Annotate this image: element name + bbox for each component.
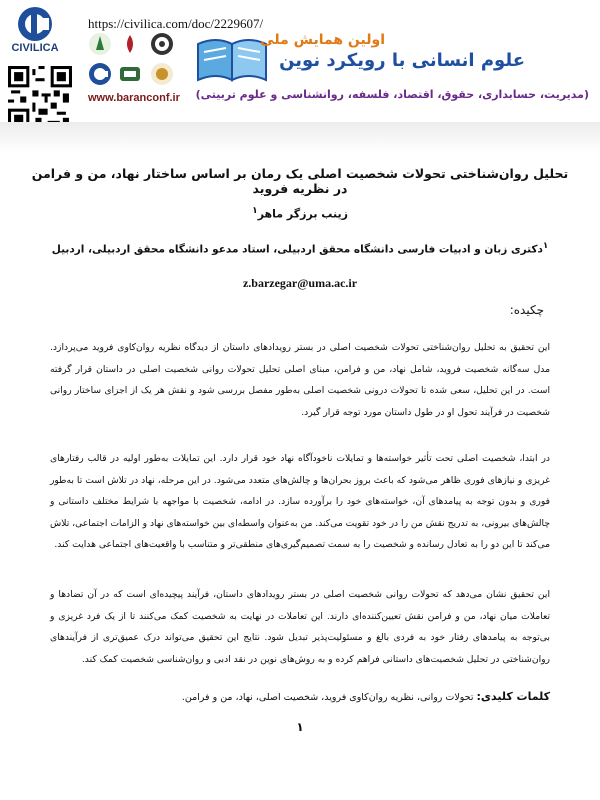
page-number: ۱ xyxy=(296,720,304,734)
conference-header xyxy=(0,0,600,118)
author-line xyxy=(0,205,600,221)
header-divider xyxy=(0,122,600,152)
abstract-heading: چکیده: xyxy=(509,303,544,317)
abstract-paragraph: این تحقیق به تحلیل روان‌شناختی تحولات شخصیت اصلی در بستر رویدادهای داستان از دیدگاه نظریه روان‌کاوی فروید می‌پردازد. مدل سه‌گانه شخصیت فروید، شامل نهاد، من و فرامن، مبنای اصلی تحلیل تحولات روانی شخصیت اصلی در داستان قرار گرفته است. در این تحلیل، سعی شده تا تحولات درونی شخصیت اصلی به‌طور مفصل بررسی شود و نقش هر یک از اجزای ساختار روانی شخصیت در فرآیند تحول او در طول داستان مورد توجه قرار گیرد. xyxy=(50,342,550,418)
author-name: زینب برزگر ماهر xyxy=(257,207,348,221)
sponsor-logo-icon xyxy=(88,32,112,56)
paper-title: تحلیل روان‌شناختی تحولات شخصیت اصلی یک رمان بر اساس ساختار نهاد، من و فرامن در نظریه فروید xyxy=(31,166,569,196)
keywords-heading: کلمات کلیدی: xyxy=(476,690,550,703)
affiliation: دکتری زبان و ادبیات فارسی دانشگاه محقق اردبیلی، استاد مدعو دانشگاه محقق اردبیلی، اردبیل xyxy=(51,243,543,256)
institute-logo-icon xyxy=(118,62,142,86)
civilica-label: CIVILICA xyxy=(11,42,59,54)
conference-banner xyxy=(190,30,595,116)
abstract-paragraph: این تحقیق نشان می‌دهد که تحولات روانی شخصیت اصلی در بستر رویدادهای داستان، فرآیند پیچیده‌ای است که در آن تضادها و تعاملات میان نهاد، من و فرامن نقش تعیین‌کننده‌ای دارند. این تعاملات در نهایت به شخصیت کمک می‌کنند تا از یک فرد غریزی و بی‌توجه به پیامدهای رفتار خود به فردی بالغ و مسئولیت‌پذیر تبدیل شود. نتایج این تحقیق می‌تواند درک عمیق‌تری از فرآیندهای روان‌شناختی در تحلیل شخصیت‌های داستانی فراهم کرده و به روش‌های نوین در نقد ادبی و روان‌شناسی شخصیت کمک کند. xyxy=(50,589,550,665)
banner-subtitle: اولین همایش ملی xyxy=(260,32,385,48)
qr-code-icon xyxy=(8,66,72,130)
affiliation-line xyxy=(20,241,580,256)
banner-topics: (مدیریت، حسابداری، حقوق، اقتصاد، فلسفه، روانشناسی و علوم تربیتی) xyxy=(195,88,589,101)
emblem-icon xyxy=(118,32,142,56)
document-url[interactable]: https://civilica.com/doc/2229607/ xyxy=(88,16,264,31)
abstract-paragraph: در ابتدا، شخصیت اصلی تحت تأثیر خواسته‌ها و تمایلات ناخودآگاه نهاد خود قرار دارد. این تمایلات به‌طور اولیه در قالب رفتارهای غریزی و نیازهای فوری ظاهر می‌شود که باعث بروز بحران‌ها و چالش‌های متعدد می‌شود. در این مرحله، نهاد در تلاش است تا به‌طور فوری و بدون توجه به پیامدهای آن، خواسته‌های خود را برآورده سازد. در ادامه، شخصیت با مواجهه با شرایط مختلف داستانی و چالش‌های بیرونی، به تدریج نقش من را در خود تقویت می‌کند. من به‌عنوان واسطه‌ای بین خواسته‌های نهاد و الزامات اجتماعی، تلاش می‌کند تا این دو را به تعادل رسانده و شخصیت را به سمت تصمیم‌گیری‌های منطقی‌تر و متناسب با واقعیت‌های اجتماعی هدایت کند. xyxy=(50,453,550,550)
civilica-small-logo-icon xyxy=(88,62,112,86)
banner-title: علوم انسانی با رویکرد نوین xyxy=(279,50,525,71)
author-email[interactable]: z.barzegar@uma.ac.ir xyxy=(242,276,358,290)
keywords: تحولات روانی، نظریه روان‌کاوی فروید، شخصیت اصلی، نهاد، من و فرامن. xyxy=(181,692,474,703)
keywords-line xyxy=(50,690,550,703)
author-superscript: ۱ xyxy=(252,205,258,216)
conference-website[interactable]: www.baranconf.ir xyxy=(88,92,180,104)
sponsor-logos xyxy=(88,32,180,90)
association-logo-icon xyxy=(150,62,174,86)
affiliation-superscript: ۱ xyxy=(542,241,549,251)
university-seal-icon xyxy=(150,32,174,56)
